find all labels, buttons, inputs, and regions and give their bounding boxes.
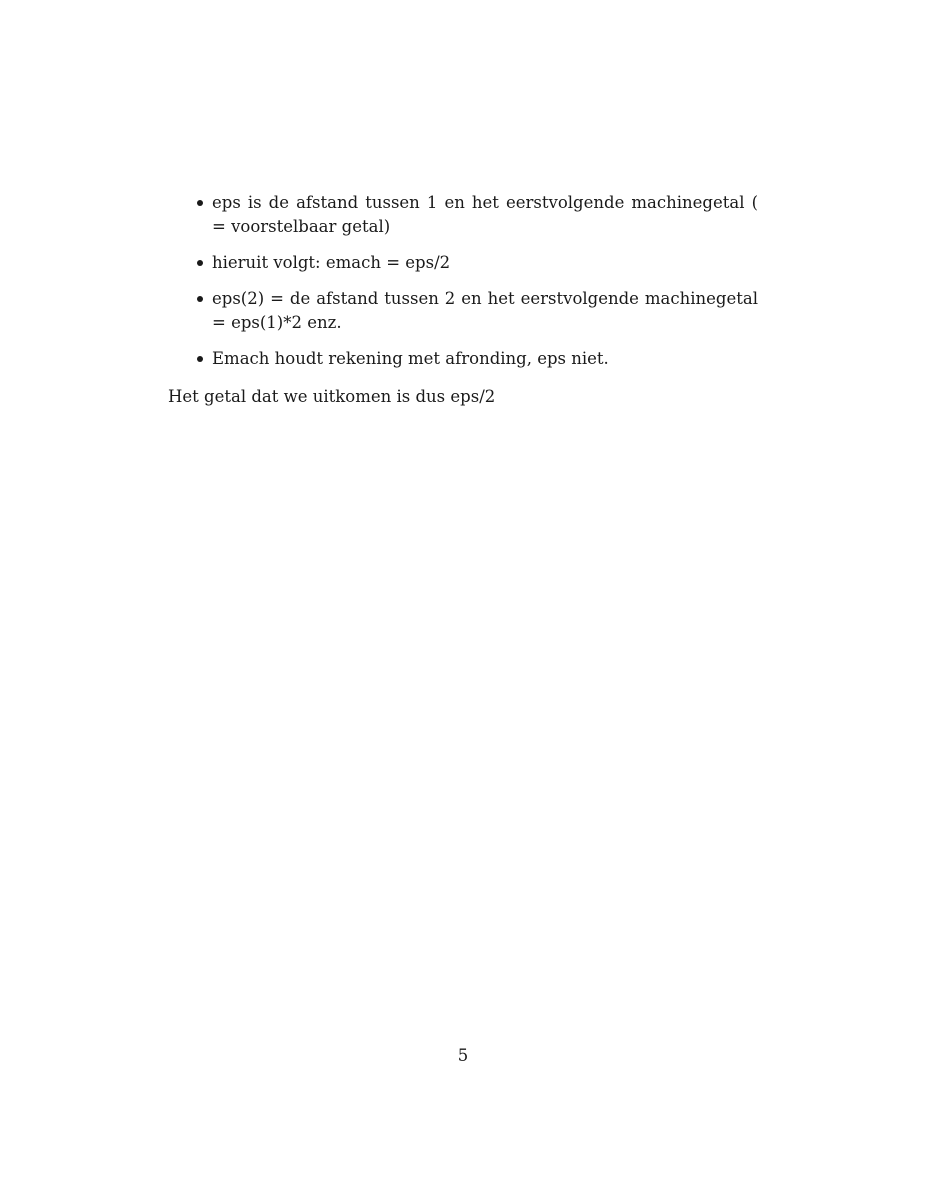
conclusion-paragraph: Het getal dat we uitkomen is dus eps/2 (168, 387, 496, 406)
bullet-icon (197, 296, 203, 302)
list-item (168, 347, 758, 371)
list-item-text: Emach houdt rekening met afronding, eps niet. (212, 349, 609, 368)
list-item (168, 191, 758, 239)
bullet-list (168, 191, 758, 371)
bullet-icon (197, 260, 203, 266)
list-item (168, 251, 758, 275)
list-item-text: hieruit volgt: emach = eps/2 (212, 253, 451, 272)
bullet-icon (197, 356, 203, 362)
page-number: 5 (457, 1046, 469, 1065)
bullet-icon (197, 200, 203, 206)
list-item-text: eps is de afstand tussen 1 en het eerstvolgende machinegetal ( = voorstelbaar getal) (212, 193, 758, 236)
list-item (168, 287, 758, 335)
list-item-text: eps(2) = de afstand tussen 2 en het eerstvolgende machinegetal = eps(1)*2 enz. (212, 289, 758, 332)
page-content (168, 191, 758, 426)
